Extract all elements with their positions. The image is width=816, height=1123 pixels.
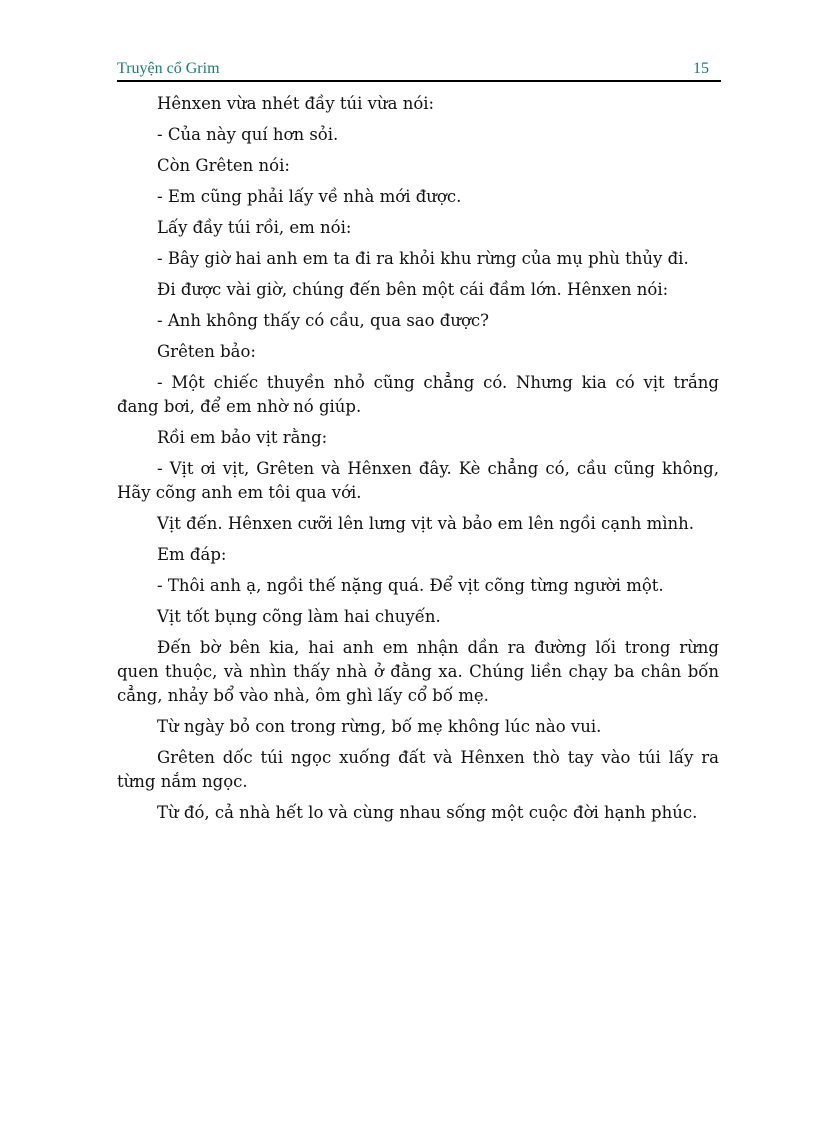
paragraph: - Em cũng phải lấy về nhà mới được. bbox=[157, 187, 462, 206]
paragraph: Đến bờ bên kia, hai anh em nhận dần ra đường lối trong rừng quen thuộc, và nhìn thấy nhà ở đằng xa. Chúng liền chạy ba chân bốn cẳng, nhảy bổ vào nhà, ôm ghì lấy cổ bố mẹ. bbox=[117, 638, 719, 705]
paragraph: Lấy đầy túi rồi, em nói: bbox=[157, 218, 352, 237]
paragraph: - Anh không thấy có cầu, qua sao được? bbox=[157, 311, 490, 330]
paragraph: Hênxen vừa nhét đầy túi vừa nói: bbox=[157, 94, 435, 113]
paragraph: - Của này quí hơn sỏi. bbox=[157, 125, 339, 144]
paragraph: Vịt đến. Hênxen cưỡi lên lưng vịt và bảo em lên ngồi cạnh mình. bbox=[157, 514, 695, 533]
paragraph: Rồi em bảo vịt rằng: bbox=[157, 428, 328, 447]
paragraph: - Một chiếc thuyền nhỏ cũng chẳng có. Nhưng kia có vịt trắng đang bơi, để em nhờ nó giúp. bbox=[117, 373, 719, 416]
paragraph: Đi được vài giờ, chúng đến bên một cái đầm lớn. Hênxen nói: bbox=[157, 280, 669, 299]
paragraph: Vịt tốt bụng cõng làm hai chuyến. bbox=[157, 607, 441, 626]
paragraph: Từ ngày bỏ con trong rừng, bố mẹ không lúc nào vui. bbox=[157, 717, 602, 736]
paragraph: - Thôi anh ạ, ngồi thế nặng quá. Để vịt cõng từng người một. bbox=[157, 576, 664, 595]
page-number: 15 bbox=[693, 60, 709, 77]
page-body bbox=[117, 92, 719, 832]
paragraph: Còn Grêten nói: bbox=[157, 156, 290, 175]
page-header bbox=[117, 58, 721, 82]
paragraph: Grêten bảo: bbox=[157, 342, 256, 361]
paragraph: Grêten dốc túi ngọc xuống đất và Hênxen thò tay vào túi lấy ra từng nắm ngọc. bbox=[117, 748, 719, 791]
paragraph: Từ đó, cả nhà hết lo và cùng nhau sống một cuộc đời hạnh phúc. bbox=[157, 803, 698, 822]
paragraph: - Bây giờ hai anh em ta đi ra khỏi khu rừng của mụ phù thủy đi. bbox=[157, 249, 689, 268]
running-title: Truyện cổ Grim bbox=[117, 60, 220, 77]
paragraph: Em đáp: bbox=[157, 545, 227, 564]
paragraph: - Vịt ơi vịt, Grêten và Hênxen đây. Kè chẳng có, cầu cũng không, Hãy cõng anh em tôi qua với. bbox=[117, 459, 719, 502]
